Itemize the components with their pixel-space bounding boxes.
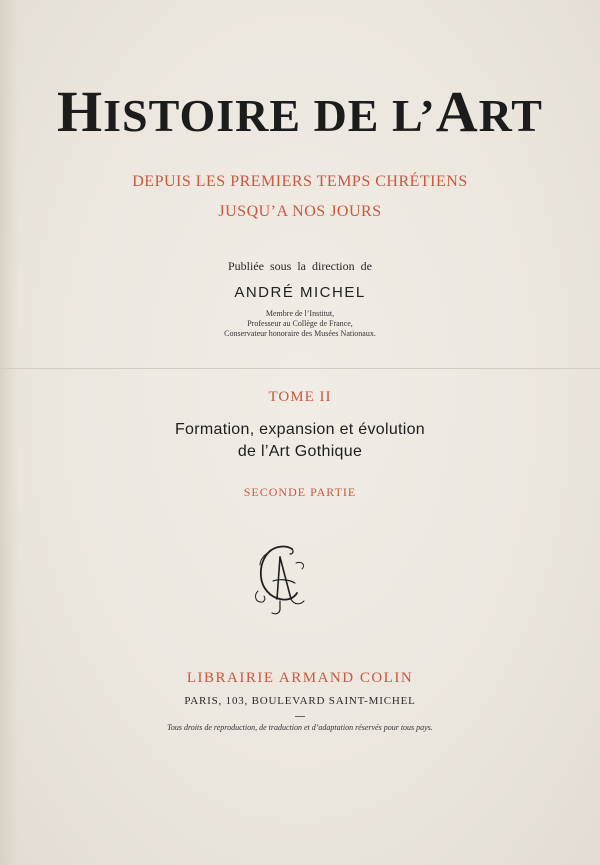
publisher-name: LIBRAIRIE ARMAND COLIN xyxy=(186,670,414,686)
title-middle: ISTOIRE DE L’ xyxy=(103,90,436,141)
title-initial-a: A xyxy=(435,79,479,144)
divider xyxy=(0,368,600,369)
volume-title-line-1: Formation, expansion et évolution xyxy=(174,421,426,438)
short-divider xyxy=(295,716,305,717)
rights-notice: Tous droits de reproduction, de traduction et d’adaptation réservés pour tous pays. xyxy=(167,723,433,732)
title-initial-h: H xyxy=(57,79,104,144)
volume-part: SECONDE PARTIE xyxy=(243,485,357,499)
book-title xyxy=(0,79,600,146)
subtitle-line-1: DEPUIS LES PREMIERS TEMPS CHRÉTIENS xyxy=(132,173,468,190)
author-credit: Professeur au Collège de France, xyxy=(247,319,353,328)
published-under-text: Publiée sous la direction de xyxy=(228,259,372,273)
author-credit: Conservateur honoraire des Musées Nationaux. xyxy=(224,329,376,338)
subtitle-line-2: JUSQU’A NOS JOURS xyxy=(218,203,382,220)
author-credit: Membre de l’Institut, xyxy=(265,309,335,318)
title-end: RT xyxy=(478,90,543,141)
publisher-address: PARIS, 103, BOULEVARD SAINT-MICHEL xyxy=(184,695,416,707)
volume-title-line-2: de l’Art Gothique xyxy=(237,443,363,460)
author-name: ANDRÉ MICHEL xyxy=(234,284,366,301)
volume-number: TOME II xyxy=(268,389,332,405)
ac-monogram-icon xyxy=(246,543,314,617)
